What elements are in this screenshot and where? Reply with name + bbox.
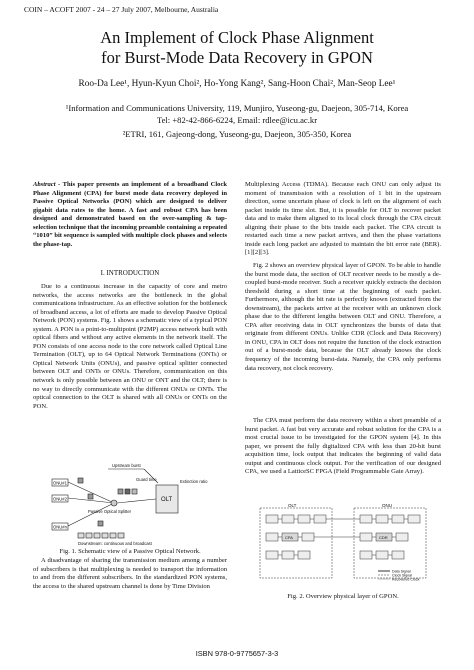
onu2-label: ONU#2	[53, 496, 67, 502]
legend-recovered-clock: Recovered Clock	[392, 577, 420, 582]
upstream-label: Upstream burst	[112, 463, 141, 468]
splitter-label: Passive Optical Splitter	[88, 509, 132, 514]
title-line-2: for Burst-Mode Data Recovery in GPON	[101, 48, 373, 67]
gpon-physical-layer-diagram	[258, 503, 428, 587]
intro-paragraph-1: Due to a continuous increase in the capacity of core and metro networks, the access networks are the bottleneck in the global communications infrastructure. As an effective solution for the bottleneck of broadband access, a lot of efforts are made to develop Passive Optical Network (PON) systems. Fig. 1 shows a schematic view of a typical PON system. A PON is a point-to-multipoint (P2MP) access network built with optical fibers and without any active elements in the network itself. The PON consists of one access node to the core network called Optical Line Termination (OLT), up to 64 Optical Network Terminations (ONTs) or Optical Network Units (ONUs), and passive optical splitter connected between OLT and ONTs or ONUs. Therefore, communication on this network is only possible between an ONU or ONT and the OLT; there is no way to directly communicate with the different ONUs or ONTs. The optical connection to the OLT is shared with all ONUs or ONTs on the PON.	[33, 283, 227, 410]
affiliation-contact: Tel: +82-42-866-6224, Email: rdlee@icu.ac.kr	[156, 115, 318, 125]
section-heading: I. INTRODUCTION	[100, 269, 160, 277]
pon-diagram	[48, 461, 208, 548]
abstract-label: Abstract	[33, 181, 56, 188]
paper-title	[0, 28, 474, 68]
extinction-ratio-label: Extinction ratio	[180, 479, 208, 484]
abstract-text: - This paper presents an implement of a broadband Clock Phase Alignment (CPA) for burst mode data recovery deployed in Passive Optical Networks (PON) which are designed to deliver gigabit data rates to the home. A fast and robust CPA has been designed and demonstrated based on the over-sampling & tap-selection technique that the incoming preamble containing a repeated “1010” bit sequence is sampled with multiple clock phases and selects the phase-tap.	[33, 181, 227, 248]
legend-data-signal: Data Signal	[392, 569, 411, 574]
figure-1-caption: Fig. 1. Schematic view of a Passive Optical Network.	[59, 548, 201, 555]
conference-header: COIN – ACOFT 2007 - 24 – 27 July 2007, Melbourne, Australia	[24, 5, 219, 14]
legend-clock-signal: Clock Signal	[392, 573, 412, 578]
title-line-1: An Implement of Clock Phase Alignment	[100, 28, 374, 47]
intro-paragraph-2: A disadvantage of sharing the transmission medium among a number of subscribers is that multiplexing is needed to transport the information to and from the different subscribers. In the standardized PON systems, the access to the shared upstream channel is done by Time Division	[33, 557, 227, 590]
cdr-label: CDR	[379, 535, 388, 540]
onu1-label: ONU#1	[53, 480, 67, 486]
right-paragraph-2: Fig. 2 shows an overview physical layer of GPON. To be able to handle the burst mode data, the section of OLT receiver needs to be mostly a de-coupled burst-mode receiver. Such a receiver quickly extracts the decision threshold during a short time at the beginning of each packet. Furthermore, although the bit rate is perfectly known (extracted from the downstream), the packets arrive at the receiver with an unknown clock phase due to the different lengths between OLT and ONU. Therefore, a CPA after receiving data in OLT synchronizes the bursts of data that originate from different ONUs. Unlike CDR (Clock and Data Recovery) in ONU, CPA in OLT does not require the function of the clock extraction out of a burst-mode data, because the OLT already knows the clock frequency of the incoming burst-data. Namely, the CPA only performs data recovery, not clock recovery.	[245, 262, 441, 372]
olt-label: OLT	[288, 503, 297, 508]
figure-2-caption: Fig. 2. Overview physical layer of GPON.	[287, 593, 399, 600]
author-list: Roo-Da Lee¹, Hyun-Kyun Choi², Ho-Yong Kang², Sang-Hoon Chai², Man-Seop Lee¹	[78, 79, 396, 89]
right-paragraph-1: Multiplexing Access (TDMA). Because each ONU can only adjust its moment of transmission with a resolution of 1 bit in the upstream direction, some uncertain phase of clock is left on the alignment of each packet inside its time slot. But, it is possible for OLT to recover packet data and to make them aligned to its local clock through the CPA circuit aligning their phase to the bits inside each packet. The CPA circuit is restarted each time a new packet arrives, and then the phase variations inside each long packet are adjusted to maintain the bit error rate (BER). [1][2][3].	[245, 181, 441, 257]
cpa-label: CPA	[285, 535, 293, 540]
figure-1	[48, 461, 208, 548]
onun-label: ONU#n	[53, 524, 67, 530]
olt-label: OLT	[161, 497, 173, 503]
figure-2	[258, 503, 428, 587]
affiliation-1: ¹Information and Communications University, 119, Munjiro, Yuseong-gu, Daejeon, 305-714, Korea	[65, 103, 409, 113]
abstract	[33, 181, 227, 249]
isbn-footer: ISBN 978-0-9775657-3-3	[195, 649, 279, 658]
onu-label: ONU	[382, 503, 392, 508]
guard-time-label: Guard time	[136, 477, 157, 482]
right-paragraph-3: The CPA must perform the data recovery within a short preamble of a burst packet. A fast but very accurate and robust solution for the CPA is a most crucial issue to be investigated for the GPON system [4]. In this paper, we present the fully digitalized CPA with less than 20-bit burst acquisition time, lock output that indicates the beginning of valid data output and continuous clock output. For the verification of our designed CPA, we used a LatticeSC FPGA (Field Programmable Gate Array).	[245, 417, 441, 476]
affiliation-2: ²ETRI, 161, Gajeong-dong, Yuseong-gu, Daejeon, 305-350, Korea	[122, 129, 352, 139]
downstream-label: Downstream: continuous and broadcast	[78, 541, 152, 546]
